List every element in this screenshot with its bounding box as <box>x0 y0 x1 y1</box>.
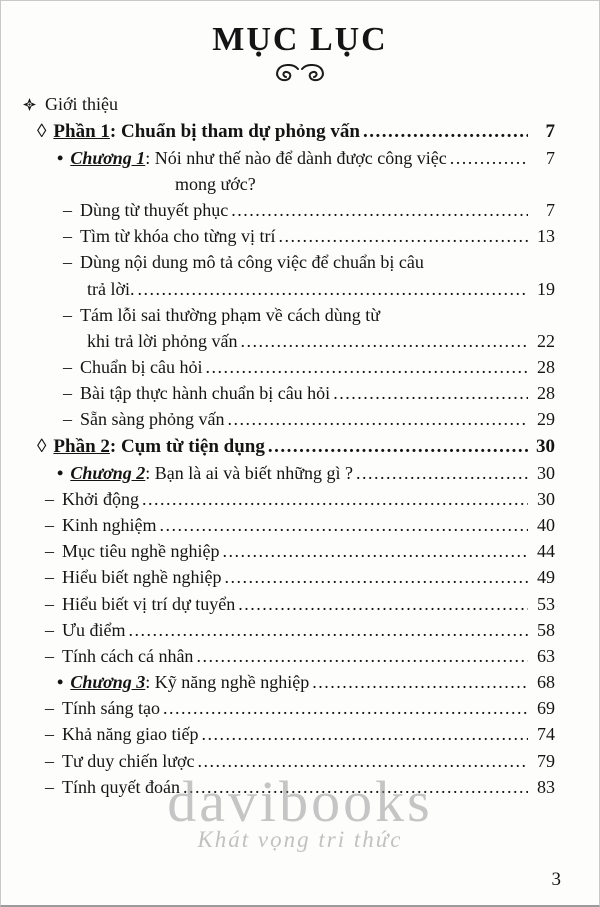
dot-leader <box>241 331 529 351</box>
dot-leader <box>138 279 528 299</box>
toc-page: 19 <box>537 278 555 299</box>
dot-leader <box>160 515 529 535</box>
toc-page: 29 <box>537 409 555 430</box>
toc-page: 30 <box>536 435 555 457</box>
dash-icon: – <box>45 567 54 588</box>
toc-text: Sẵn sàng phỏng vấn <box>80 409 225 430</box>
toc-text: Tìm từ khóa cho từng vị trí <box>80 226 276 247</box>
toc-page: 49 <box>537 567 555 588</box>
dash-icon: – <box>45 541 54 562</box>
toc-text: : Chuẩn bị tham dự phỏng vấn <box>109 120 360 142</box>
toc-entry <box>23 724 555 744</box>
dash-icon: – <box>45 776 54 797</box>
toc-page: 28 <box>537 357 555 378</box>
dot-leader <box>224 567 528 587</box>
dash-icon: – <box>45 593 54 614</box>
toc-entry <box>23 698 555 718</box>
toc-text: Tính quyết đoán <box>62 776 180 797</box>
toc-entry <box>23 148 555 168</box>
toc-page: 63 <box>537 645 555 666</box>
toc-entry <box>23 463 555 483</box>
toc-page: 53 <box>537 593 555 614</box>
dot-leader <box>142 489 528 509</box>
dot-leader <box>279 226 529 246</box>
toc-page: 13 <box>537 226 555 247</box>
dash-icon: – <box>45 488 54 509</box>
dash-icon: – <box>45 698 54 719</box>
toc-text: Tính sáng tạo <box>62 698 160 719</box>
dot-leader <box>238 594 528 614</box>
dot-leader <box>183 777 528 797</box>
toc-entry <box>23 174 555 194</box>
dot-leader <box>198 751 529 771</box>
dot-leader <box>201 724 528 744</box>
toc-page: 44 <box>537 541 555 562</box>
toc-entry <box>23 777 555 797</box>
dot-icon: • <box>57 462 64 483</box>
toc-text: Khởi động <box>62 488 140 509</box>
toc-page: 28 <box>537 383 555 404</box>
dot-leader <box>163 698 528 718</box>
dash-icon: – <box>63 252 72 273</box>
toc-prefix: Chương 3 <box>70 672 146 693</box>
toc-entry <box>23 200 555 220</box>
toc-prefix: Phần 2 <box>53 435 110 457</box>
dash-icon: – <box>63 200 72 221</box>
dot-leader <box>312 672 528 692</box>
dot-icon: • <box>57 672 64 693</box>
page-title: MỤC LỤC <box>212 21 388 58</box>
toc-prefix: Chương 2 <box>70 462 146 483</box>
toc-entry <box>23 383 555 403</box>
toc-entry <box>23 436 555 457</box>
diamond-icon: ◊ <box>37 435 47 457</box>
toc-text: : Nói như thế nào để dành được công việc <box>145 147 447 168</box>
dash-icon: – <box>63 226 72 247</box>
dot-leader <box>196 646 528 666</box>
toc-page: 68 <box>537 672 555 693</box>
toc-page: 83 <box>537 776 555 797</box>
toc-page: 30 <box>537 462 555 483</box>
toc-text: : Bạn là ai và biết những gì ? <box>145 462 353 483</box>
toc-page: 7 <box>546 200 555 221</box>
toc-text: : Cụm từ tiện dụng <box>109 435 265 457</box>
dot-leader <box>231 200 528 220</box>
dash-icon: – <box>45 750 54 771</box>
toc-page: 30 <box>537 488 555 509</box>
toc-page: 58 <box>537 619 555 640</box>
toc-text: Tám lỗi sai thường phạm về cách dùng từ <box>80 304 380 325</box>
dash-icon: – <box>45 724 54 745</box>
toc-entry <box>23 672 555 692</box>
toc-entry <box>23 594 555 614</box>
dot-leader <box>333 383 528 403</box>
toc-text: mong ước? <box>175 173 256 194</box>
dash-icon: – <box>45 645 54 666</box>
toc-text: Chuẩn bị câu hỏi <box>80 357 203 378</box>
toc-entry <box>23 252 555 272</box>
toc-entry <box>23 646 555 666</box>
toc-entry <box>23 226 555 246</box>
toc-text: Ưu điểm <box>62 619 126 640</box>
toc-page: 69 <box>537 698 555 719</box>
toc-text: Dùng từ thuyết phục <box>80 200 229 221</box>
toc-text: : Kỹ năng nghề nghiệp <box>145 672 310 693</box>
toc-entry <box>23 94 555 114</box>
dot-leader <box>205 357 528 377</box>
dot-leader <box>363 121 528 142</box>
toc-text: Khả năng giao tiếp <box>62 724 199 745</box>
toc-page: 7 <box>545 120 555 142</box>
dash-icon: – <box>63 409 72 430</box>
toc-page: 22 <box>537 330 555 351</box>
cross-icon <box>23 95 36 115</box>
toc-entry <box>23 620 555 640</box>
toc-entry <box>23 409 555 429</box>
diamond-icon: ◊ <box>37 120 47 142</box>
dash-icon: – <box>63 383 72 404</box>
toc-prefix: Phần 1 <box>53 120 110 142</box>
dot-leader <box>222 541 528 561</box>
ornament-icon <box>273 64 327 82</box>
toc-text: Hiểu biết nghề nghiệp <box>62 567 222 588</box>
toc-page: 7 <box>546 147 555 168</box>
toc-text: Dùng nội dung mô tả công việc để chuẩn bị câu <box>80 252 424 273</box>
watermark-slogan: Khát vọng tri thức <box>197 827 403 852</box>
dash-icon: – <box>45 515 54 536</box>
dot-leader <box>268 436 528 457</box>
page-number: 3 <box>551 869 561 890</box>
toc-text: Giới thiệu <box>45 94 119 115</box>
dot-leader <box>128 620 528 640</box>
toc-entry <box>23 541 555 561</box>
dot-leader <box>356 463 528 483</box>
table-of-contents <box>1 86 599 796</box>
toc-entry <box>23 279 555 299</box>
toc-entry <box>23 121 555 142</box>
toc-entry <box>23 567 555 587</box>
toc-text: Hiểu biết vị trí dự tuyển <box>62 593 236 614</box>
toc-text: Tính cách cá nhân <box>62 645 194 666</box>
toc-entry <box>23 515 555 535</box>
dot-icon: • <box>57 147 64 168</box>
toc-text: Kinh nghiệm <box>62 515 157 536</box>
toc-entry <box>23 305 555 325</box>
toc-entry <box>23 489 555 509</box>
toc-entry <box>23 751 555 771</box>
toc-entry <box>23 331 555 351</box>
toc-text: khi trả lời phỏng vấn <box>87 330 238 351</box>
toc-text: trả lời. <box>87 278 135 299</box>
toc-entry <box>23 357 555 377</box>
dash-icon: – <box>63 304 72 325</box>
watermark-brand: davibooks <box>167 769 433 834</box>
toc-page: 40 <box>537 515 555 536</box>
toc-page: 74 <box>537 724 555 745</box>
toc-page: 79 <box>537 750 555 771</box>
toc-text: Tư duy chiến lược <box>62 750 195 771</box>
dot-leader <box>227 409 528 429</box>
toc-prefix: Chương 1 <box>70 147 146 168</box>
dash-icon: – <box>63 357 72 378</box>
dot-leader <box>450 148 528 168</box>
dash-icon: – <box>45 619 54 640</box>
toc-text: Mục tiêu nghề nghiệp <box>62 541 220 562</box>
toc-text: Bài tập thực hành chuẩn bị câu hỏi <box>80 383 331 404</box>
